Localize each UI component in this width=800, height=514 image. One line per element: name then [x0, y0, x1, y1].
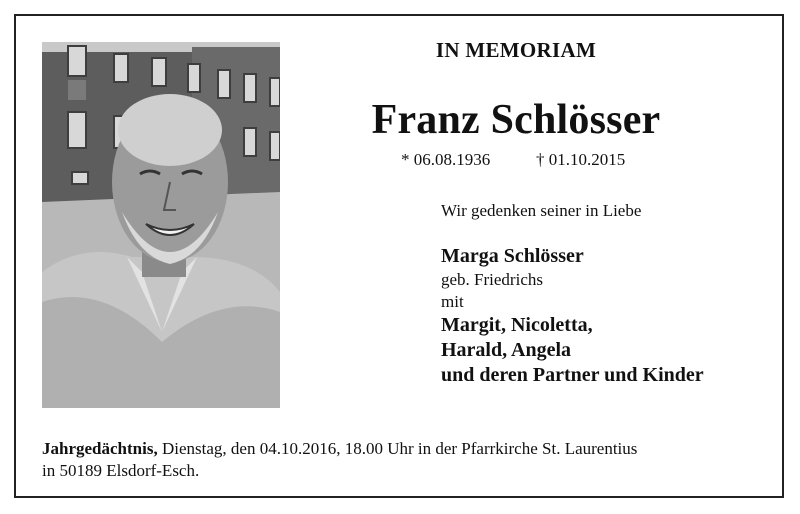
signatory-primary: Marga Schlösser — [441, 245, 584, 267]
signatory-children-1: Margit, Nicoletta, — [441, 314, 593, 336]
dedication-text: Wir gedenken seiner in Liebe — [441, 201, 642, 220]
memorial-service-notice — [42, 438, 764, 482]
obituary-card — [14, 14, 784, 498]
deceased-name: Franz Schlösser — [371, 97, 661, 143]
memorial-line-1 — [42, 438, 764, 460]
memorial-details: Dienstag, den 04.10.2016, 18.00 Uhr in der Pfarrkirche St. Laurentius — [157, 439, 638, 458]
death-date: † 01.10.2015 — [536, 150, 626, 169]
memorial-line-2: in 50189 Elsdorf-Esch. — [42, 461, 200, 480]
birth-date: * 06.08.1936 — [401, 150, 491, 169]
portrait-photo — [42, 42, 280, 408]
obituary-heading: IN MEMORIAM — [435, 38, 597, 62]
signatories-block — [441, 244, 781, 388]
signatory-family: und deren Partner und Kinder — [441, 364, 704, 386]
memorial-label: Jahrgedächtnis, — [42, 439, 158, 458]
portrait-illustration — [42, 42, 280, 408]
signatory-children-2: Harald, Angela — [441, 339, 572, 361]
signatory-maiden-name: geb. Friedrichs — [441, 270, 543, 289]
signatory-conjunction: mit — [441, 292, 464, 311]
